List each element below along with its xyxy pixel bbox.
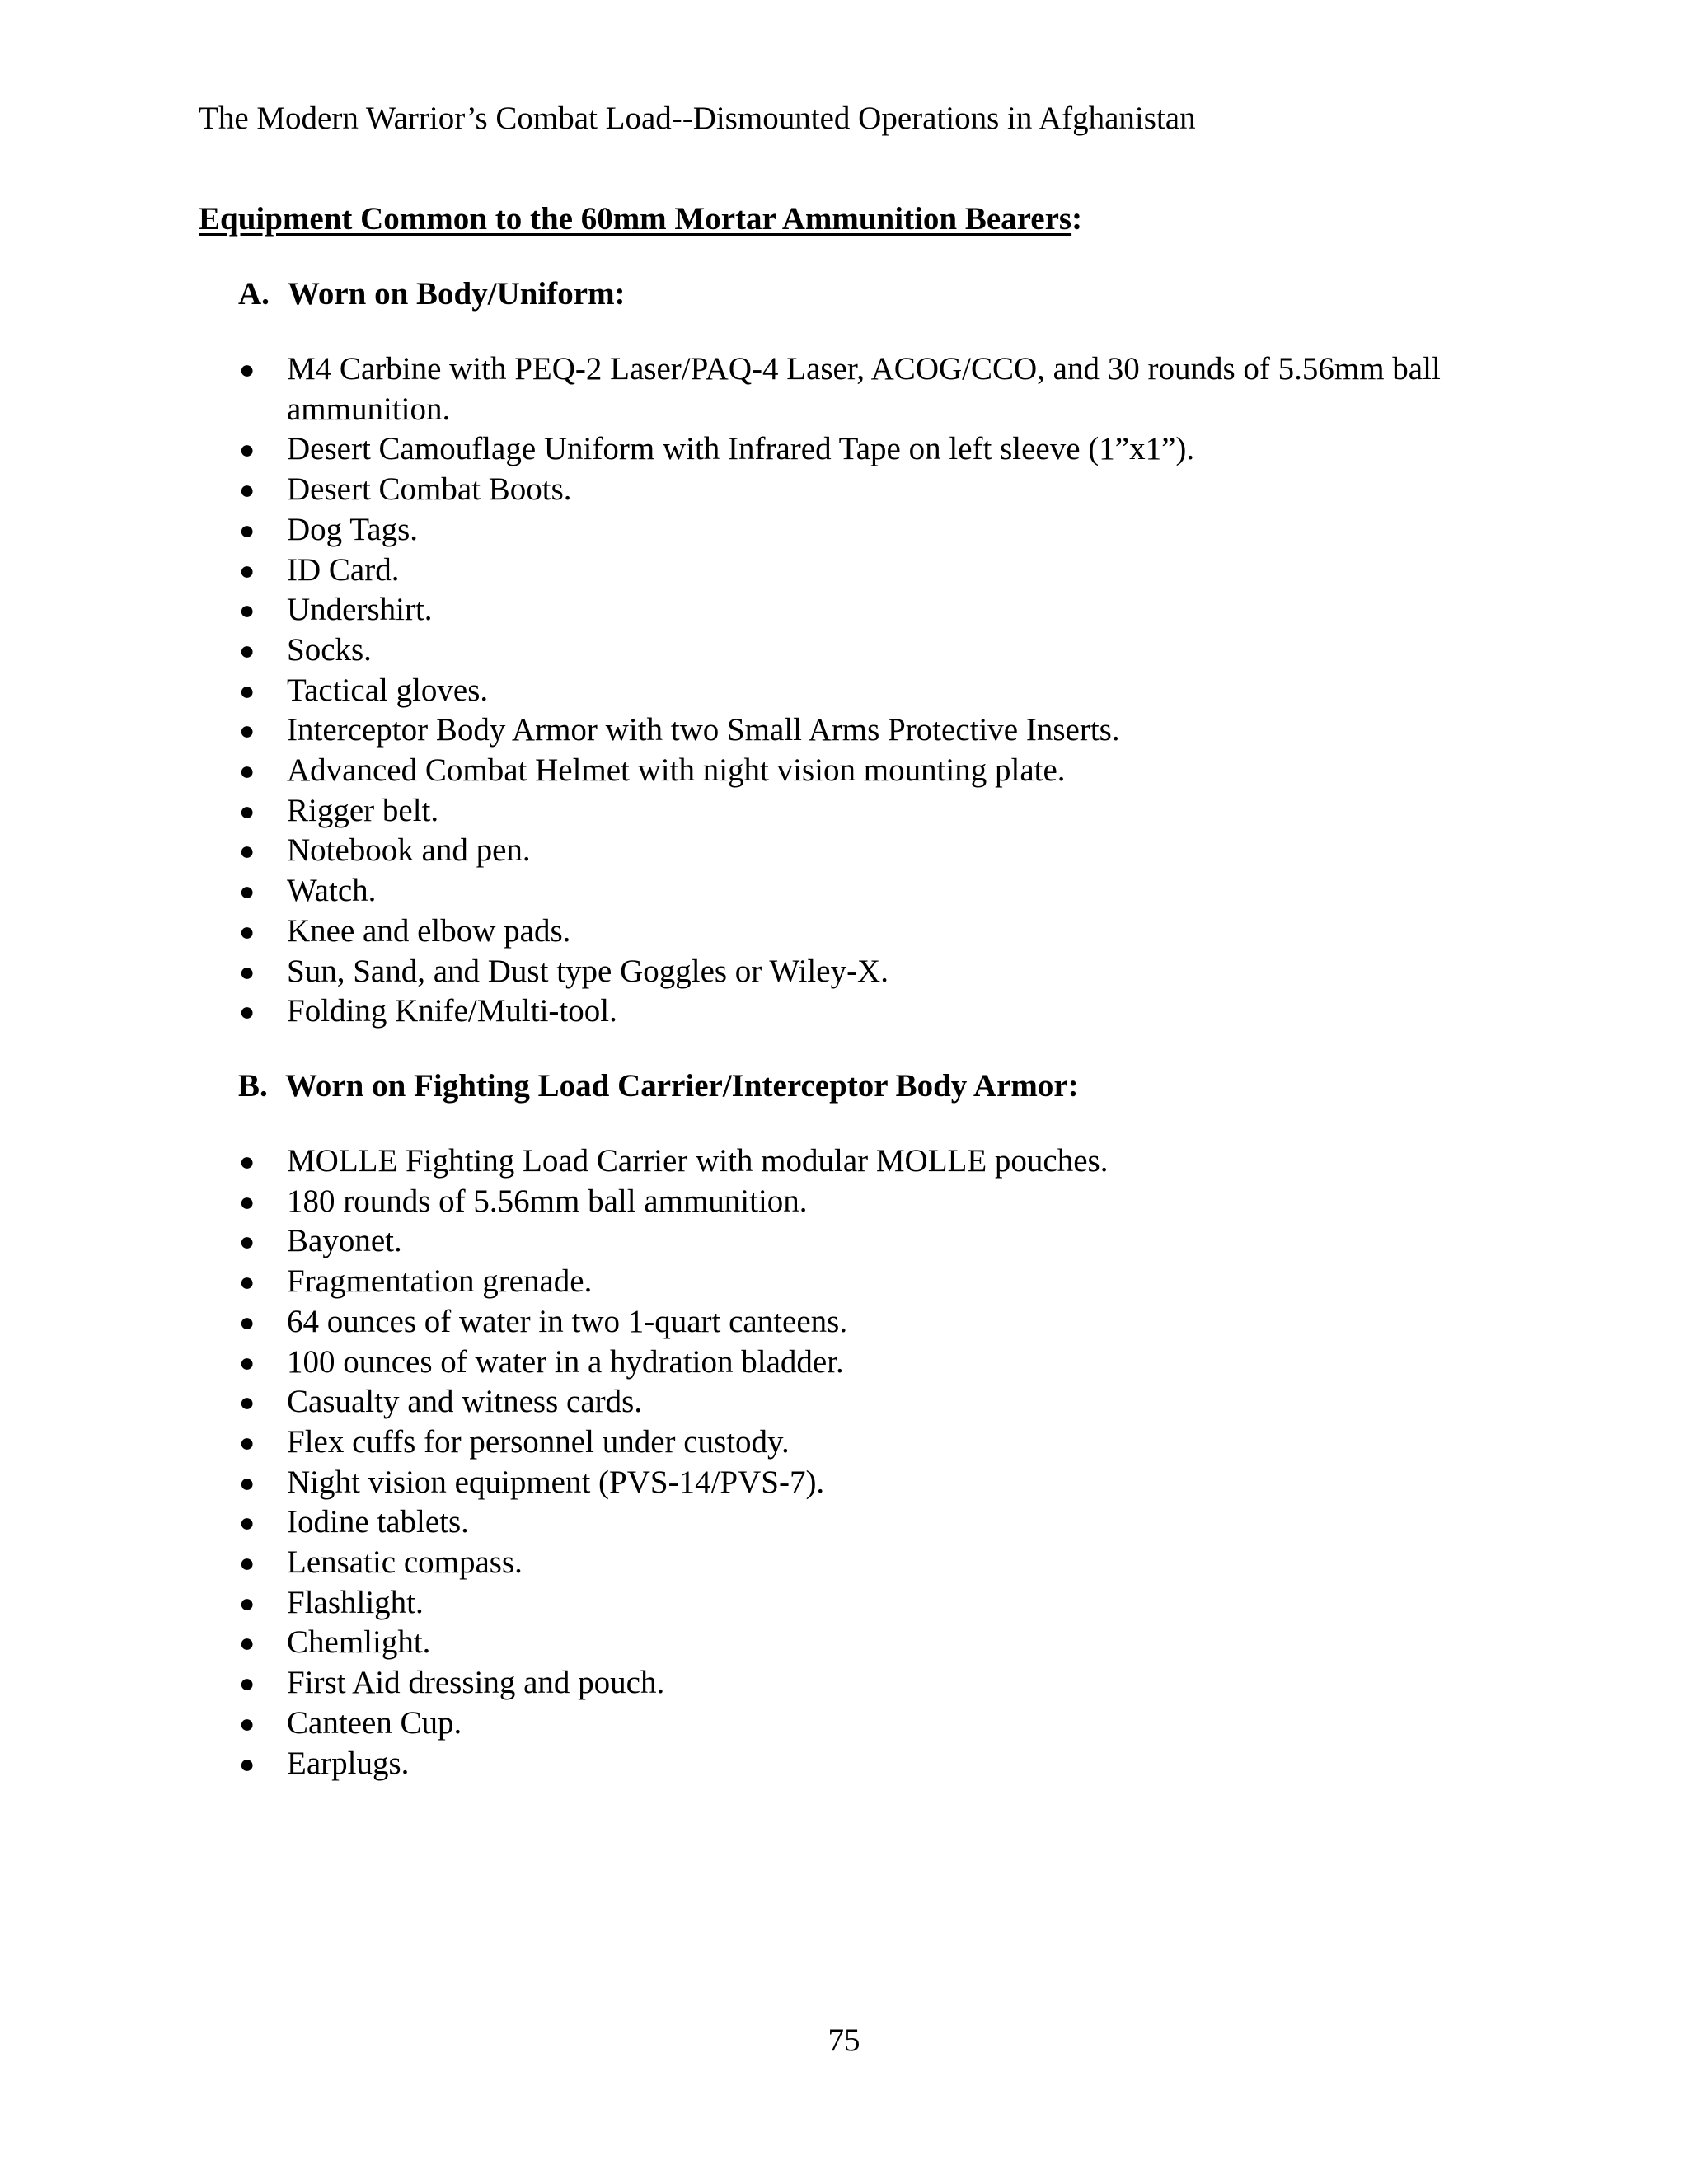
list-item — [0, 1221, 1688, 1262]
list-item — [0, 991, 1688, 1032]
list-item — [0, 1663, 1688, 1704]
list-item-text: Sun, Sand, and Dust type Goggles or Wiley-X. — [287, 953, 889, 989]
list-item-text: Night vision equipment (PVS-14/PVS-7). — [287, 1464, 825, 1500]
bullet-icon: ● — [239, 1387, 256, 1418]
section-title-suffix: : — [1071, 201, 1083, 237]
bullet-icon: ● — [239, 1146, 256, 1176]
bullet-icon: ● — [239, 1267, 256, 1297]
bullet-icon: ● — [239, 1668, 256, 1699]
list-item — [0, 1262, 1688, 1302]
bullet-icon: ● — [239, 996, 256, 1027]
list-item-text: 64 ounces of water in two 1-quart canteens. — [287, 1303, 848, 1339]
list-item-text: Chemlight. — [287, 1624, 431, 1661]
bullet-icon: ● — [239, 675, 256, 705]
bullet-icon: ● — [239, 916, 256, 946]
bullet-icon: ● — [239, 756, 256, 786]
section-title — [199, 194, 1082, 244]
list-item — [0, 831, 1688, 871]
list-item — [0, 1343, 1688, 1383]
list-item — [0, 551, 1688, 591]
list-item-text: Desert Combat Boots. — [287, 471, 572, 508]
list-item-text: Advanced Combat Helmet with night vision mounting plate. — [287, 752, 1066, 789]
list-item — [0, 1583, 1688, 1624]
bullet-icon: ● — [239, 514, 256, 545]
list-item — [0, 1623, 1688, 1663]
bullet-icon: ● — [239, 1467, 256, 1497]
bullet-icon: ● — [239, 1347, 256, 1377]
list-item — [0, 791, 1688, 832]
page-number: 75 — [828, 2022, 860, 2058]
list-item — [0, 871, 1688, 912]
list-item-text: Flashlight. — [287, 1584, 424, 1620]
subsection-a-list — [0, 349, 1688, 1032]
list-item-text: Lensatic compass. — [287, 1544, 523, 1581]
list-item-text: Flex cuffs for personnel under custody. — [287, 1423, 790, 1460]
list-item-text: MOLLE Fighting Load Carrier with modular MOLLE pouches. — [287, 1143, 1109, 1179]
list-item — [0, 751, 1688, 791]
list-item-text: 180 rounds of 5.56mm ball ammunition. — [287, 1183, 808, 1219]
list-item — [0, 630, 1688, 671]
bullet-icon: ● — [239, 1507, 256, 1538]
list-item-text: M4 Carbine with PEQ-2 Laser/PAQ-4 Laser, ACOG/CCO, and 30 rounds of 5.56mm ball ammunition. — [287, 351, 1441, 427]
bullet-icon: ● — [239, 715, 256, 746]
list-item-text: Iodine tablets. — [287, 1504, 469, 1540]
list-item — [0, 429, 1688, 470]
list-item — [0, 952, 1688, 992]
list-item — [0, 1744, 1688, 1784]
subsection-b-letter: B. — [238, 1068, 268, 1104]
list-item — [0, 1382, 1688, 1422]
running-header: The Modern Warrior’s Combat Load--Dismounted Operations in Afghanistan — [199, 101, 1196, 136]
list-item — [0, 1463, 1688, 1503]
list-item-text: Interceptor Body Armor with two Small Arms Protective Inserts. — [287, 712, 1120, 748]
list-item-text: Knee and elbow pads. — [287, 912, 571, 949]
list-item-text: Undershirt. — [287, 592, 433, 628]
bullet-icon: ● — [239, 1306, 256, 1337]
bullet-icon: ● — [239, 1628, 256, 1658]
list-item-text: Casualty and witness cards. — [287, 1384, 643, 1420]
bullet-icon: ● — [239, 555, 256, 585]
list-item-text: Fragmentation grenade. — [287, 1263, 593, 1300]
list-item — [0, 1704, 1688, 1744]
subsection-a-letter: A. — [238, 276, 270, 312]
list-item-text: Dog Tags. — [287, 511, 419, 547]
subsection-b-heading — [238, 1062, 1079, 1111]
list-item — [0, 1543, 1688, 1583]
bullet-icon: ● — [239, 1427, 256, 1457]
list-item-text: Bayonet. — [287, 1223, 402, 1259]
list-item — [0, 1182, 1688, 1222]
list-item — [0, 710, 1688, 751]
list-item — [0, 1422, 1688, 1463]
bullet-icon: ● — [239, 354, 256, 384]
bullet-icon: ● — [239, 795, 256, 826]
subsection-b-list — [0, 1141, 1688, 1783]
list-item — [0, 510, 1688, 551]
bullet-icon: ● — [239, 956, 256, 987]
list-item-text: Canteen Cup. — [287, 1704, 462, 1741]
list-item — [0, 470, 1688, 510]
list-item-text: ID Card. — [287, 551, 400, 588]
list-item — [0, 1502, 1688, 1543]
bullet-icon: ● — [239, 1748, 256, 1779]
list-item-text: Folding Knife/Multi-tool. — [287, 993, 617, 1029]
section-title-text: Equipment Common to the 60mm Mortar Ammunition Bearers — [199, 201, 1072, 237]
bullet-icon: ● — [239, 1226, 256, 1257]
bullet-icon: ● — [239, 1548, 256, 1578]
list-item-text: First Aid dressing and pouch. — [287, 1665, 665, 1701]
bullet-icon: ● — [239, 1186, 256, 1216]
list-item — [0, 671, 1688, 711]
subsection-a-title: Worn on Body/Uniform: — [288, 276, 626, 312]
list-item — [0, 349, 1688, 429]
subsection-b-title: Worn on Fighting Load Carrier/Interceptor Body Armor: — [285, 1068, 1079, 1104]
list-item-text: Socks. — [287, 631, 372, 668]
list-item-text: Rigger belt. — [287, 792, 439, 828]
bullet-icon: ● — [239, 475, 256, 505]
bullet-icon: ● — [239, 876, 256, 907]
bullet-icon: ● — [239, 1708, 256, 1738]
bullet-icon: ● — [239, 595, 256, 626]
bullet-icon: ● — [239, 635, 256, 665]
list-item-text: Tactical gloves. — [287, 672, 489, 708]
subsection-a-heading — [238, 269, 626, 319]
bullet-icon: ● — [239, 1587, 256, 1618]
list-item — [0, 912, 1688, 952]
list-item-text: Earplugs. — [287, 1745, 410, 1781]
list-item — [0, 1302, 1688, 1343]
list-item-text: Desert Camouflage Uniform with Infrared Tape on left sleeve (1”x1”). — [287, 431, 1195, 467]
bullet-icon: ● — [239, 434, 256, 465]
list-item — [0, 590, 1688, 630]
bullet-icon: ● — [239, 836, 256, 866]
list-item-text: Watch. — [287, 873, 377, 909]
list-item-text: Notebook and pen. — [287, 832, 531, 869]
list-item — [0, 1141, 1688, 1182]
list-item-text: 100 ounces of water in a hydration bladder. — [287, 1343, 844, 1380]
